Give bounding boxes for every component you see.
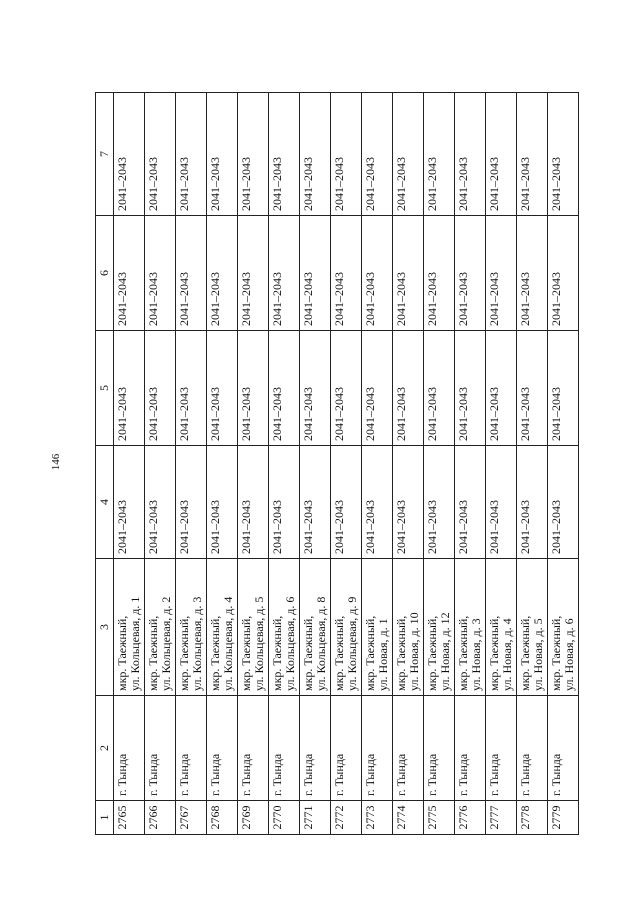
city-cell: г. Тында <box>331 696 362 801</box>
city-cell: г. Тында <box>362 696 393 801</box>
period-cell: 2041–2043 <box>207 216 238 331</box>
period-cell: 2041–2043 <box>455 446 486 559</box>
table-row <box>145 93 176 835</box>
city-cell: г. Тында <box>145 696 176 801</box>
column-header: 2 <box>96 696 114 801</box>
period-cell: 2041–2043 <box>145 446 176 559</box>
table-row <box>269 93 300 835</box>
period-cell: 2041–2043 <box>300 446 331 559</box>
period-cell: 2041–2043 <box>393 331 424 446</box>
period-cell: 2041–2043 <box>269 93 300 216</box>
address-cell: мкр. Таежный, ул. Кольцевая, д. 9 <box>331 559 362 696</box>
period-cell: 2041–2043 <box>424 93 455 216</box>
table-header-row <box>96 93 114 835</box>
column-header: 6 <box>96 216 114 331</box>
period-cell: 2041–2043 <box>393 93 424 216</box>
period-cell: 2041–2043 <box>114 331 145 446</box>
column-header: 4 <box>96 446 114 559</box>
period-cell: 2041–2043 <box>331 93 362 216</box>
period-cell: 2041–2043 <box>486 446 517 559</box>
page-number: 146 <box>50 453 62 471</box>
city-cell: г. Тында <box>486 696 517 801</box>
period-cell: 2041–2043 <box>145 93 176 216</box>
period-cell: 2041–2043 <box>362 446 393 559</box>
table-row <box>455 93 486 835</box>
address-cell: мкр. Таежный, ул. Новая, д. 12 <box>424 559 455 696</box>
period-cell: 2041–2043 <box>207 93 238 216</box>
row-number-cell: 2774 <box>393 801 424 835</box>
row-number-cell: 2777 <box>486 801 517 835</box>
period-cell: 2041–2043 <box>176 331 207 446</box>
column-header: 7 <box>96 93 114 216</box>
period-cell: 2041–2043 <box>207 331 238 446</box>
city-cell: г. Тында <box>114 696 145 801</box>
city-cell: г. Тында <box>548 696 579 801</box>
table-row <box>331 93 362 835</box>
city-cell: г. Тында <box>517 696 548 801</box>
period-cell: 2041–2043 <box>517 446 548 559</box>
city-cell: г. Тында <box>269 696 300 801</box>
period-cell: 2041–2043 <box>238 446 269 559</box>
column-header: 5 <box>96 331 114 446</box>
row-number-cell: 2775 <box>424 801 455 835</box>
period-cell: 2041–2043 <box>362 93 393 216</box>
table-row <box>517 93 548 835</box>
row-number-cell: 2778 <box>517 801 548 835</box>
period-cell: 2041–2043 <box>238 331 269 446</box>
table-row <box>424 93 455 835</box>
period-cell: 2041–2043 <box>269 216 300 331</box>
period-cell: 2041–2043 <box>455 216 486 331</box>
period-cell: 2041–2043 <box>393 446 424 559</box>
table-row <box>207 93 238 835</box>
period-cell: 2041–2043 <box>455 331 486 446</box>
period-cell: 2041–2043 <box>486 216 517 331</box>
period-cell: 2041–2043 <box>300 331 331 446</box>
table-row <box>486 93 517 835</box>
period-cell: 2041–2043 <box>517 93 548 216</box>
period-cell: 2041–2043 <box>238 93 269 216</box>
period-cell: 2041–2043 <box>424 216 455 331</box>
period-cell: 2041–2043 <box>300 216 331 331</box>
row-number-cell: 2771 <box>300 801 331 835</box>
period-cell: 2041–2043 <box>145 216 176 331</box>
address-cell: мкр. Таежный, ул. Кольцевая, д. 3 <box>176 559 207 696</box>
document-table-wrapper <box>95 93 585 835</box>
row-number-cell: 2770 <box>269 801 300 835</box>
period-cell: 2041–2043 <box>114 93 145 216</box>
address-cell: мкр. Таежный, ул. Кольцевая, д. 1 <box>114 559 145 696</box>
period-cell: 2041–2043 <box>548 93 579 216</box>
period-cell: 2041–2043 <box>455 93 486 216</box>
city-cell: г. Тында <box>300 696 331 801</box>
period-cell: 2041–2043 <box>424 331 455 446</box>
city-cell: г. Тында <box>207 696 238 801</box>
address-cell: мкр. Таежный, ул. Кольцевая, д. 5 <box>238 559 269 696</box>
period-cell: 2041–2043 <box>517 216 548 331</box>
city-cell: г. Тында <box>238 696 269 801</box>
table-row <box>362 93 393 835</box>
row-number-cell: 2776 <box>455 801 486 835</box>
table-row <box>114 93 145 835</box>
address-cell: мкр. Таежный, ул. Кольцевая, д. 2 <box>145 559 176 696</box>
city-cell: г. Тында <box>455 696 486 801</box>
period-cell: 2041–2043 <box>269 331 300 446</box>
column-header: 1 <box>96 801 114 835</box>
period-cell: 2041–2043 <box>176 93 207 216</box>
row-number-cell: 2773 <box>362 801 393 835</box>
address-cell: мкр. Таежный, ул. Новая, д. 3 <box>455 559 486 696</box>
address-cell: мкр. Таежный, ул. Новая, д. 6 <box>548 559 579 696</box>
period-cell: 2041–2043 <box>548 446 579 559</box>
period-cell: 2041–2043 <box>548 331 579 446</box>
period-cell: 2041–2043 <box>548 216 579 331</box>
city-cell: г. Тында <box>176 696 207 801</box>
period-cell: 2041–2043 <box>145 331 176 446</box>
table-row <box>548 93 579 835</box>
period-cell: 2041–2043 <box>176 216 207 331</box>
city-cell: г. Тында <box>424 696 455 801</box>
table-row <box>393 93 424 835</box>
row-number-cell: 2768 <box>207 801 238 835</box>
table-row <box>300 93 331 835</box>
period-cell: 2041–2043 <box>486 331 517 446</box>
address-cell: мкр. Таежный, ул. Кольцевая, д. 6 <box>269 559 300 696</box>
period-cell: 2041–2043 <box>300 93 331 216</box>
row-number-cell: 2767 <box>176 801 207 835</box>
row-number-cell: 2769 <box>238 801 269 835</box>
column-header: 3 <box>96 559 114 696</box>
city-cell: г. Тында <box>393 696 424 801</box>
period-cell: 2041–2043 <box>207 446 238 559</box>
schedule-table <box>95 92 579 835</box>
table-row <box>238 93 269 835</box>
period-cell: 2041–2043 <box>176 446 207 559</box>
period-cell: 2041–2043 <box>486 93 517 216</box>
period-cell: 2041–2043 <box>424 446 455 559</box>
period-cell: 2041–2043 <box>331 446 362 559</box>
period-cell: 2041–2043 <box>331 216 362 331</box>
row-number-cell: 2772 <box>331 801 362 835</box>
period-cell: 2041–2043 <box>114 216 145 331</box>
address-cell: мкр. Таежный, ул. Новая, д. 1 <box>362 559 393 696</box>
period-cell: 2041–2043 <box>517 331 548 446</box>
period-cell: 2041–2043 <box>238 216 269 331</box>
address-cell: мкр. Таежный, ул. Новая, д. 5 <box>517 559 548 696</box>
period-cell: 2041–2043 <box>393 216 424 331</box>
period-cell: 2041–2043 <box>362 331 393 446</box>
period-cell: 2041–2043 <box>269 446 300 559</box>
row-number-cell: 2765 <box>114 801 145 835</box>
address-cell: мкр. Таежный, ул. Кольцевая, д. 8 <box>300 559 331 696</box>
address-cell: мкр. Таежный, ул. Новая, д. 4 <box>486 559 517 696</box>
address-cell: мкр. Таежный, ул. Кольцевая, д. 4 <box>207 559 238 696</box>
row-number-cell: 2766 <box>145 801 176 835</box>
address-cell: мкр. Таежный, ул. Новая, д. 10 <box>393 559 424 696</box>
period-cell: 2041–2043 <box>331 331 362 446</box>
period-cell: 2041–2043 <box>114 446 145 559</box>
period-cell: 2041–2043 <box>362 216 393 331</box>
table-row <box>176 93 207 835</box>
row-number-cell: 2779 <box>548 801 579 835</box>
